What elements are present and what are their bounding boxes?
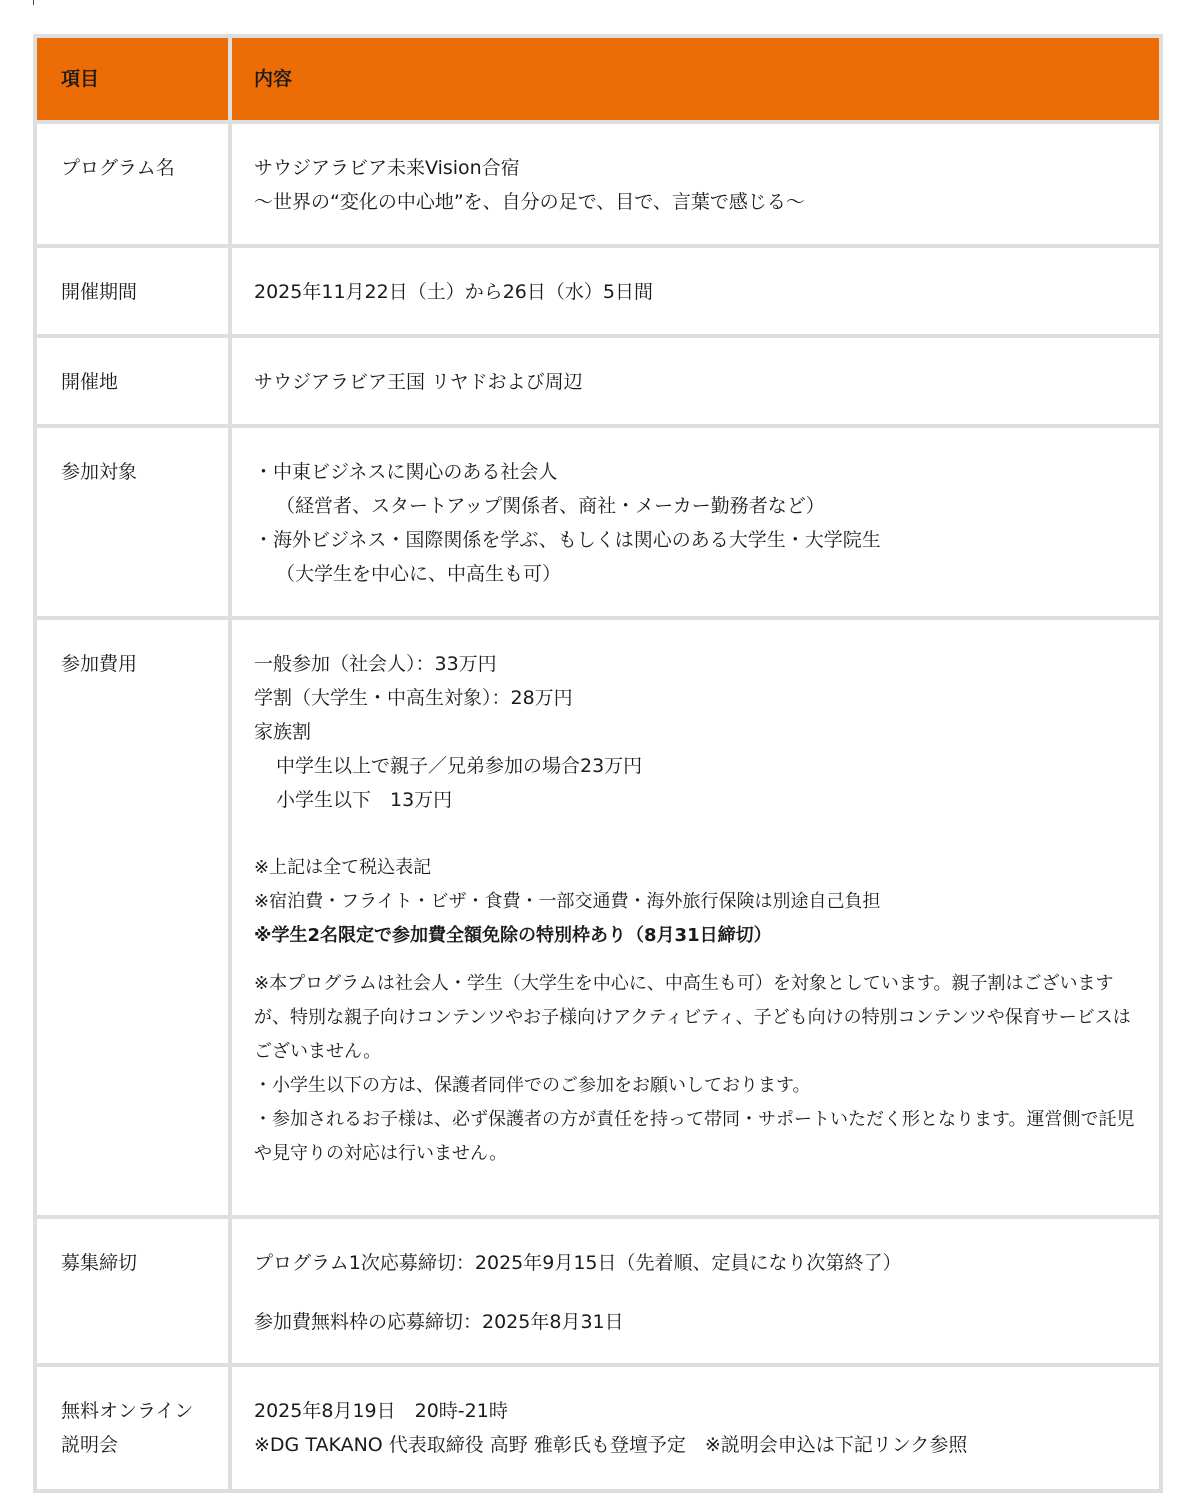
header-content: 内容 bbox=[230, 36, 1161, 122]
deadline-free-slot: 参加費無料枠の応募締切：2025年8月31日 bbox=[254, 1311, 624, 1333]
briefing-label-1: 無料オンライン bbox=[61, 1400, 194, 1422]
fee-note-tax: ※上記は全て税込表記 bbox=[254, 857, 432, 878]
row-label-period: 開催期間 bbox=[35, 246, 230, 336]
program-subtitle: 〜世界の“変化の中心地”を、自分の足で、目で、言葉で感じる〜 bbox=[254, 191, 805, 213]
fee-general: 一般参加（社会人）：33万円 bbox=[254, 653, 497, 675]
table-row bbox=[35, 336, 1161, 426]
row-content-briefing bbox=[230, 1365, 1161, 1491]
row-content-deadline bbox=[230, 1217, 1161, 1365]
row-content-venue bbox=[230, 336, 1161, 426]
fee-note-childcare: ・参加されるお子様は、必ず保護者の方が責任を持って帯同・サポートいただく形となります。運営側で託児や見守りの対応は行いません。 bbox=[254, 1109, 1135, 1164]
venue-text: サウジアラビア王国 リヤドおよび周辺 bbox=[254, 371, 583, 393]
table-row bbox=[35, 246, 1161, 336]
row-content-target bbox=[230, 426, 1161, 618]
period-text: 2025年11月22日（土）から26日（水）5日間 bbox=[254, 281, 653, 303]
row-label-target: 参加対象 bbox=[35, 426, 230, 618]
fee-note-guardian: ・小学生以下の方は、保護者同伴でのご参加をお願いしております。 bbox=[254, 1075, 811, 1096]
briefing-speaker-note: ※DG TAKANO 代表取締役 高野 雅彰氏も登壇予定 ※説明会申込は下記リンク参照 bbox=[254, 1434, 968, 1456]
header-item: 項目 bbox=[35, 36, 230, 122]
row-content-program bbox=[230, 122, 1161, 246]
row-label-program: プログラム名 bbox=[35, 122, 230, 246]
fee-student: 学割（大学生・中高生対象）：28万円 bbox=[254, 687, 573, 709]
fee-note-target: ※本プログラムは社会人・学生（大学生を中心に、中高生も可）を対象としています。親子割はございますが、特別な親子向けコンテンツやお子様向けアクティビティ、子ども向けの特別コンテンツや保育サービスはございません。 bbox=[254, 973, 1131, 1062]
fee-family-1: 中学生以上で親子／兄弟参加の場合23万円 bbox=[276, 755, 643, 777]
target-item-detail: （大学生を中心に、中高生も可） bbox=[276, 563, 562, 585]
row-label-briefing bbox=[35, 1365, 230, 1491]
table-header-row bbox=[35, 36, 1161, 122]
fee-family-2: 小学生以下 13万円 bbox=[276, 789, 453, 811]
row-content-fee bbox=[230, 618, 1161, 1217]
row-content-period bbox=[230, 246, 1161, 336]
fee-note-scholarship: ※学生2名限定で参加費全額免除の特別枠あり（8月31日締切） bbox=[254, 925, 772, 946]
table-row bbox=[35, 1217, 1161, 1365]
fee-family: 家族割 bbox=[254, 721, 312, 743]
target-item: ・中東ビジネスに関心のある社会人 bbox=[254, 461, 558, 483]
deadline-first: プログラム1次応募締切：2025年9月15日（先着順、定員になり次第終了） bbox=[254, 1252, 902, 1274]
fee-note-extra-costs: ※宿泊費・フライト・ビザ・食費・一部交通費・海外旅行保険は別途自己負担 bbox=[254, 891, 881, 912]
briefing-datetime: 2025年8月19日 20時-21時 bbox=[254, 1400, 508, 1422]
row-label-deadline: 募集締切 bbox=[35, 1217, 230, 1365]
edge-tick bbox=[33, 0, 34, 5]
briefing-label-2: 説明会 bbox=[61, 1434, 119, 1456]
row-label-fee: 参加費用 bbox=[35, 618, 230, 1217]
table-row bbox=[35, 1365, 1161, 1491]
program-info-table bbox=[33, 34, 1163, 1493]
table-row bbox=[35, 426, 1161, 618]
target-item-detail: （経営者、スタートアップ関係者、商社・メーカー勤務者など） bbox=[276, 495, 825, 517]
table-row bbox=[35, 122, 1161, 246]
table-row bbox=[35, 618, 1161, 1217]
program-title: サウジアラビア未来Vision合宿 bbox=[254, 157, 520, 179]
row-label-venue: 開催地 bbox=[35, 336, 230, 426]
target-item: ・海外ビジネス・国際関係を学ぶ、もしくは関心のある大学生・大学院生 bbox=[254, 529, 881, 551]
